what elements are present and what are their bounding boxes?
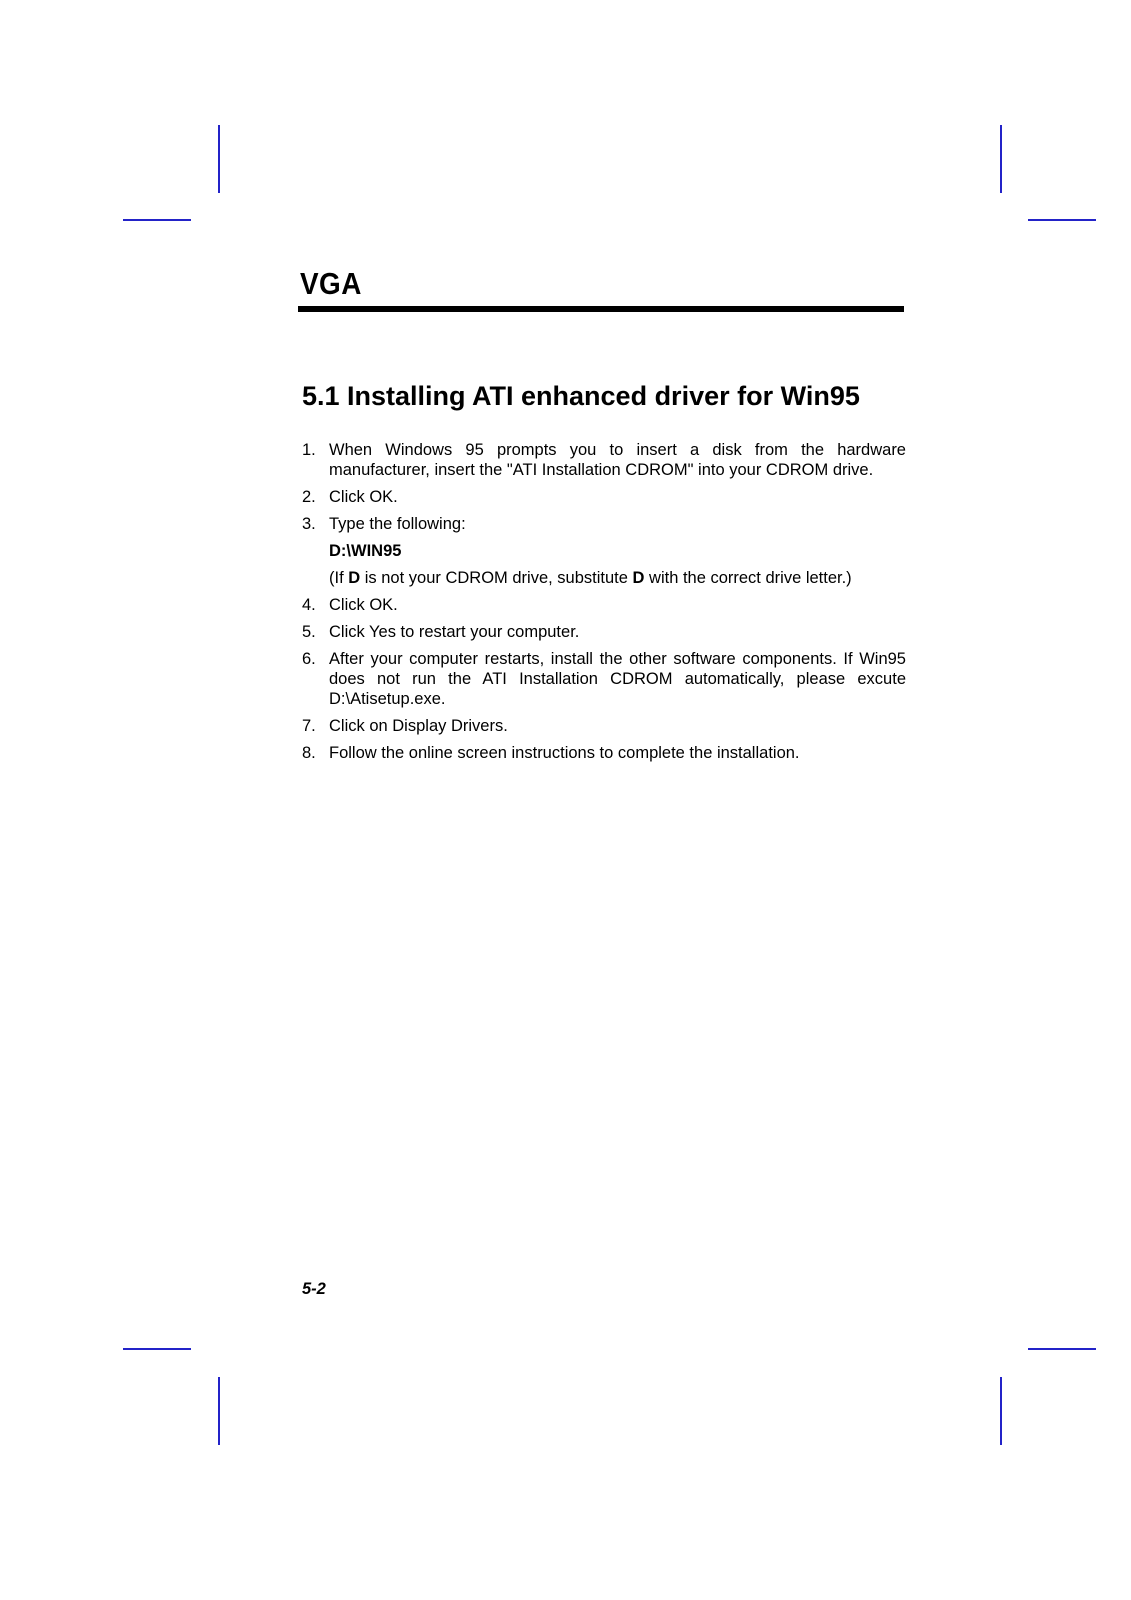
step-number: 8. <box>302 744 316 762</box>
step-number: 1. <box>302 441 316 459</box>
step-text: Click on Display Drivers. <box>329 717 508 735</box>
step-text: Type the following: <box>329 515 466 533</box>
note-middle: is not your CDROM drive, substitute <box>360 569 633 587</box>
step-number: 3. <box>302 515 316 533</box>
list-item <box>302 743 906 763</box>
step-text: Click OK. <box>329 596 398 614</box>
list-item <box>302 595 906 615</box>
step-number: 5. <box>302 623 316 641</box>
step-number: 4. <box>302 596 316 614</box>
crop-mark-top-right-horizontal <box>1028 219 1096 221</box>
note-open: (If <box>329 569 349 587</box>
chapter-title: VGA <box>300 266 362 301</box>
note-close: with the correct drive letter.) <box>644 569 852 587</box>
step-text: When Windows 95 prompts you to insert a disk from the hardware manufacturer, insert the "ATI Installation CDROM" into your CDROM drive. <box>329 441 906 479</box>
list-item <box>302 622 906 642</box>
step-text: Follow the online screen instructions to complete the installation. <box>329 744 800 762</box>
step-text: After your computer restarts, install the other software components. If Win95 does not run the ATI Installation CDROM automatically, please excute D:\Atisetup.exe. <box>329 650 906 708</box>
list-item <box>302 487 906 507</box>
crop-mark-bottom-left-vertical <box>218 1377 220 1445</box>
list-item <box>302 514 906 534</box>
step-text: Click OK. <box>329 488 398 506</box>
chapter-rule <box>298 306 904 312</box>
crop-mark-top-right-vertical <box>1000 125 1002 193</box>
crop-mark-top-left-horizontal <box>123 219 191 221</box>
crop-mark-bottom-right-vertical <box>1000 1377 1002 1445</box>
list-item <box>302 649 906 709</box>
list-item <box>302 716 906 736</box>
command-text: D:\WIN95 <box>329 542 402 560</box>
step-number: 7. <box>302 717 316 735</box>
section-heading: 5.1 Installing ATI enhanced driver for Win95 <box>302 381 860 411</box>
note-drive-letter: D <box>348 569 361 587</box>
note-drive-letter: D <box>632 569 645 587</box>
crop-mark-bottom-left-horizontal <box>123 1348 191 1350</box>
step-text: Click Yes to restart your computer. <box>329 623 580 641</box>
list-item <box>302 440 906 480</box>
crop-mark-top-left-vertical <box>218 125 220 193</box>
drive-note <box>302 568 906 588</box>
page-number: 5-2 <box>302 1280 326 1298</box>
step-number: 6. <box>302 650 316 668</box>
steps-list <box>302 440 906 770</box>
crop-mark-bottom-right-horizontal <box>1028 1348 1096 1350</box>
step-number: 2. <box>302 488 316 506</box>
